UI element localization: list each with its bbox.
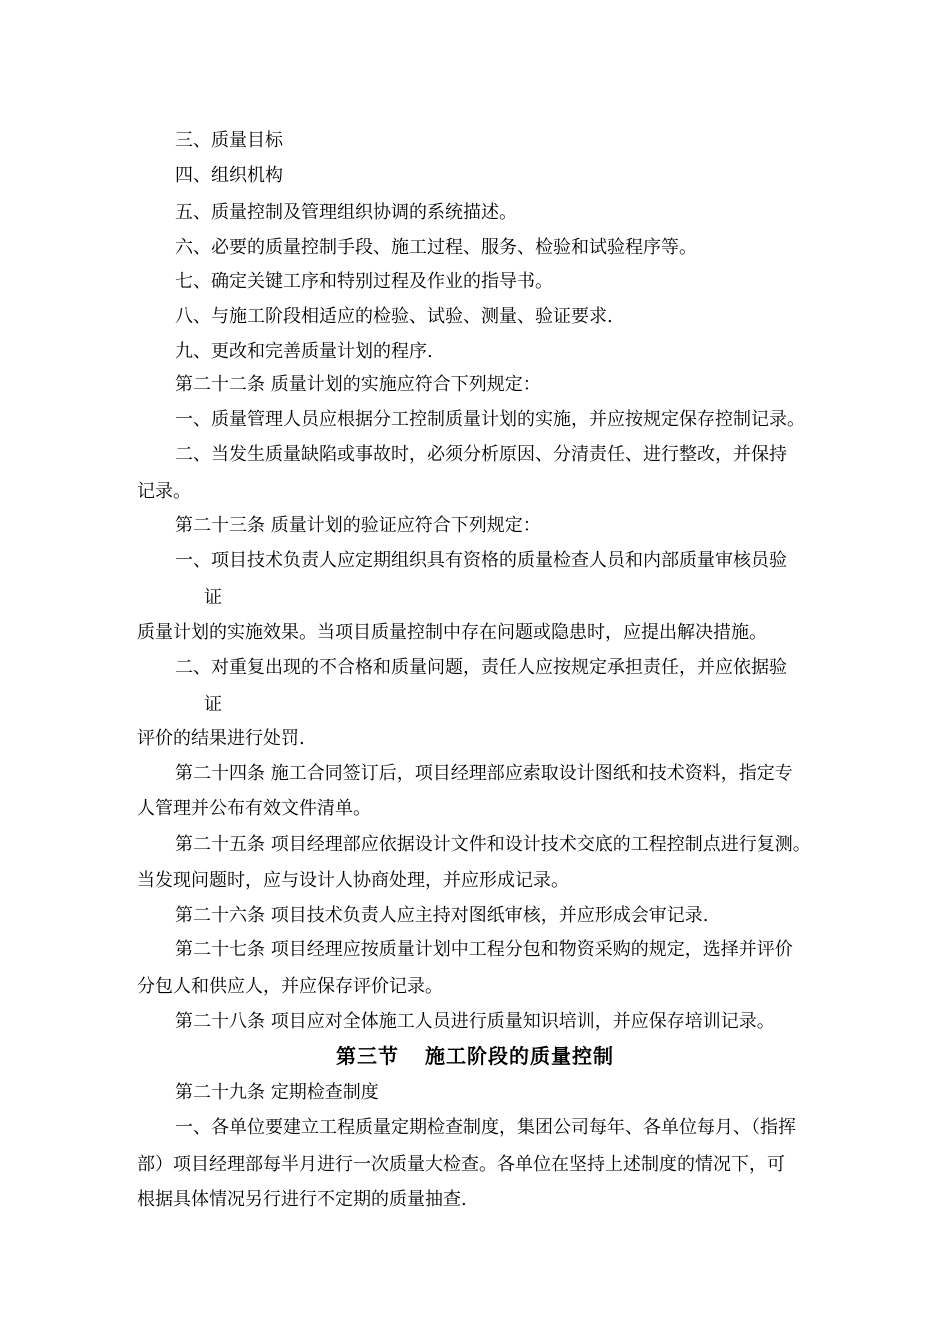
section-heading	[0, 1043, 950, 1069]
list-item-key-process: 七、确定关键工序和特别过程及作业的指导书。	[175, 271, 553, 292]
article-22-item-2: 二、当发生质量缺陷或事故时，必须分析原因、分清责任、进行整改，并保持	[175, 444, 787, 465]
article-23-item-2: 二、对重复出现的不合格和质量问题，责任人应按规定承担责任，并应依据验	[175, 657, 787, 678]
article-23-title: 第二十三条 质量计划的验证应符合下列规定：	[175, 515, 541, 536]
article-28: 第二十八条 项目应对全体施工人员进行质量知识培训，并应保存培训记录。	[175, 1011, 775, 1032]
article-23-item-2-cont: 评价的结果进行处罚.	[137, 728, 305, 749]
section-number: 第三节	[336, 1044, 399, 1068]
article-26: 第二十六条 项目技术负责人应主持对图纸审核，并应形成会审记录.	[175, 905, 709, 926]
article-24-cont: 人管理并公布有效文件清单。	[137, 798, 371, 819]
article-24: 第二十四条 施工合同签订后，项目经理部应索取设计图纸和技术资料，指定专	[175, 763, 793, 784]
article-22-item-2-cont: 记录。	[137, 481, 191, 502]
list-item-change-procedure: 九、更改和完善质量计划的程序.	[175, 341, 433, 362]
article-23-item-2-wrap: 证	[204, 694, 222, 715]
list-item-system-description: 五、质量控制及管理组织协调的系统描述。	[175, 202, 517, 223]
list-item-quality-goal: 三、质量目标	[175, 130, 283, 151]
article-25: 第二十五条 项目经理部应依据设计文件和设计技术交底的工程控制点进行复测。	[175, 834, 811, 855]
list-item-inspection-requirements: 八、与施工阶段相适应的检验、试验、测量、验证要求.	[175, 306, 613, 327]
article-22-title: 第二十二条 质量计划的实施应符合下列规定：	[175, 374, 541, 395]
article-27: 第二十七条 项目经理应按质量计划中工程分包和物资采购的规定，选择并评价	[175, 939, 793, 960]
list-item-control-means: 六、必要的质量控制手段、施工过程、服务、检验和试验程序等。	[175, 237, 697, 258]
article-29-title: 第二十九条 定期检查制度	[175, 1082, 379, 1103]
article-25-cont: 当发现问题时，应与设计人协商处理，并应形成记录。	[137, 870, 569, 891]
article-23-item-1-wrap: 证	[204, 587, 222, 608]
article-27-cont: 分包人和供应人，并应保存评价记录。	[137, 976, 443, 997]
section-title: 施工阶段的质量控制	[425, 1044, 614, 1068]
article-22-item-1: 一、质量管理人员应根据分工控制质量计划的实施，并应按规定保存控制记录。	[175, 409, 805, 430]
list-item-organization: 四、组织机构	[175, 165, 283, 186]
article-29-item-1: 一、各单位要建立工程质量定期检查制度，集团公司每年、各单位每月、（指挥	[175, 1117, 796, 1138]
article-29-item-1-cont-2: 根据具体情况另行进行不定期的质量抽查.	[137, 1189, 467, 1210]
article-23-item-1-cont: 质量计划的实施效果。当项目质量控制中存在问题或隐患时，应提出解决措施。	[137, 622, 767, 643]
article-29-item-1-cont-1: 部）项目经理部每半月进行一次质量大检查。各单位在坚持上述制度的情况下，可	[137, 1154, 785, 1175]
article-23-item-1: 一、项目技术负责人应定期组织具有资格的质量检查人员和内部质量审核员验	[175, 550, 787, 571]
